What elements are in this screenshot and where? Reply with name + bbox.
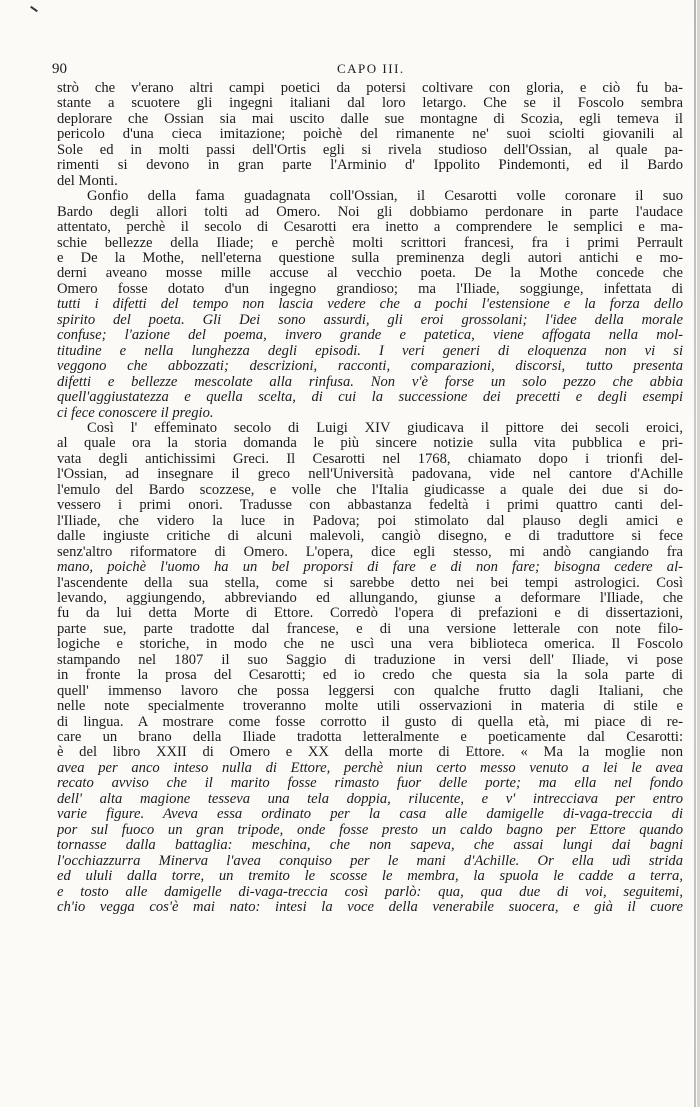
text-line: al quale ora la storia domanda le più sincere notizie sulla vita pubblica e pri- [57, 436, 683, 452]
text-line: l'Ossian, ad insegnare il greco nell'Università padovana, vide nel cantore d'Achille [57, 467, 683, 483]
text-line: dell' alta magione tesseva una tela doppia, rilucente, e v' intrecciava per entro [57, 791, 683, 807]
text-line: quell' immenso lavoro che possa leggersi con qualche frutto dagli Italiani, che [57, 683, 683, 699]
text-line: recato avviso che il marito fosse rimasto fuor delle porte; ma ella nel fondo [57, 776, 683, 792]
page-edge-shadow [694, 0, 696, 1107]
text-line: di lingua. A mostrare come fosse corrotto il gusto di quella età, mi piace di re- [57, 714, 683, 730]
text-line: ed ululi dalla torre, un tremito le scosse le membra, la spuola le cadde a terra, [57, 869, 683, 885]
text-line: e De la Mothe, nell'eterna questione sulla preminenza degli autori antichi e mo- [57, 250, 683, 266]
text-line: care un brano della Iliade tradotta letteralmente e poeticamente dal Cesarotti: [57, 730, 683, 746]
text-line: Sole ed in molti passi dell'Ortis egli si rivela studioso dell'Ossian, al quale pa- [57, 142, 683, 158]
text-line: rimenti si devono in gran parte l'Arminio d' Ippolito Pindemonti, ed il Bardo [57, 158, 683, 174]
text-line: Gonfio della fama guadagnata coll'Ossian, il Cesarotti volle coronare il suo [87, 189, 683, 205]
text-line: Così l' effeminato secolo di Luigi XIV giudicava il pittore dei secoli eroici, [87, 420, 683, 436]
text-line: nelle note specialmente troveranno molte utili osservazioni in materia di stile e [57, 699, 683, 715]
body-text [57, 81, 683, 915]
text-line: stante a scuotere gli ingegni italiani dal loro letargo. Che se il Foscolo sembra [57, 96, 683, 112]
text-line: por sul fuoco un gran tripode, onde fosse presto un caldo bagno per Ettore quando [57, 822, 683, 838]
text-line: deplorare che Ossian sia mai uscito dalle sue montagne di Scozia, egli temeva il [57, 111, 683, 127]
text-line: l'emulo del Bardo scozzese, e volle che l'Italia giudicasse a quale dei due si do- [57, 482, 683, 498]
text-line: l'occhiazzurra Minerva l'avea conquiso per le mani d'Achille. Or ella udì strida [57, 853, 683, 869]
text-line: vata degli antichissimi Greci. Il Cesarotti nel 1768, chiamato dopo i trionfi del- [57, 451, 683, 467]
text-line: Bardo degli allori tolti ad Omero. Noi gli dobbiamo perdonare in parte l'audace [57, 204, 683, 220]
page-number: 90 [52, 61, 67, 77]
text-line: in fronte la prosa del Cesarotti; ed io credo che questa sia la sola parte di [57, 668, 683, 684]
text-line: spirito del poeta. Gli Dei sono assurdi, gli eroi grossolani; l'idee della morale [57, 312, 683, 328]
text-line: derni aveano mosse mille accuse al vecchio poeta. De la Mothe concede che [57, 266, 683, 282]
running-title: CAPO III. [337, 61, 405, 76]
text-line: dalle ingiuste critiche di alcuni malevoli, cangiò disegno, e di traduttore si fece [57, 529, 683, 545]
text-line: fu da lui detta Morte di Ettore. Corredò l'opera di prefazioni e di dissertazioni, [57, 606, 683, 622]
text-line: difetti e bellezze mescolate alla rinfusa. Non v'è forse un solo pezzo che abbia [57, 374, 683, 390]
text-line: è del libro XXII di Omero e XX della morte di Ettore. « Ma la moglie non [57, 745, 683, 761]
page-header [52, 61, 682, 81]
text-line: e tosto alle damigelle di-vaga-treccia così parlò: qua, qua due di voi, seguitemi, [57, 884, 683, 900]
text-line: mano, poichè l'uomo ha un bel proporsi di fare e di non fare; bisogna cedere al- [57, 560, 683, 576]
text-line: strò che v'erano altri campi poetici da potersi coltivare con gloria, e ciò fu ba- [57, 81, 683, 96]
text-line: l'Iliade, che videro la luce in Padova; poi stimolato dal plauso degli amici e [57, 513, 683, 529]
text-line: varie figure. Aveva essa ordinato per la casa alle damigelle di-vaga-treccia di [57, 807, 683, 823]
text-line: senz'altro riformatore di Omero. L'opera, dice egli stesso, mi andò cangiando fra [57, 544, 683, 560]
text-line: titudine e nella lunghezza degli episodi. I veri generi di eloquenza non vi si [57, 343, 683, 359]
text-line: levando, aggiungendo, abbreviando ed allungando, giunse a deformare l'Iliade, che [57, 590, 683, 606]
text-line: stampando nel 1807 il suo Saggio di traduzione in versi dell' Iliade, vi pose [57, 652, 683, 668]
text-line: attentato, perchè il secolo di Cesarotti era inetto a comprendere le semplici e ma- [57, 220, 683, 236]
text-line: del Monti. [57, 173, 118, 189]
text-line: logiche e storiche, in modo che ne uscì una vera biblioteca omerica. Il Foscolo [57, 637, 683, 653]
text-line: parte sue, parte tradotte dal francese, e di una versione letterale con note filo- [57, 621, 683, 637]
text-line: schie bellezze della Iliade; e perchè molti scrittori francesi, fra i primi Perrault [57, 235, 683, 251]
text-line: l'ascendente della sua stella, come si sarebbe detto nei bei tempi astrologici. Così [57, 575, 683, 591]
text-line: confuse; l'azione del poema, invero grande e patetica, viene affogata nella mol- [57, 328, 683, 344]
text-line: quell'aggiustatezza e quella scelta, di cui la successione dei precetti e degli esempi [57, 390, 683, 406]
text-line: avea per anco inteso nulla di Ettore, perchè niun certo messo venuto a lei le avea [57, 760, 683, 776]
text-line: ch'io vegga cos'è mai nato: intesi la voce della venerabile suocera, e già il cuore [57, 900, 683, 916]
text-line: ci fece conoscere il pregio. [57, 405, 214, 421]
text-line: tutti i difetti del tempo non lascia vedere che a pochi l'estensione e la forza dello [57, 297, 683, 313]
text-line: veggono che abbozzati; descrizioni, racconti, comparazioni, discorsi, tutto presenta [57, 359, 683, 375]
corner-mark [30, 6, 38, 12]
text-line: vessero i primi onori. Tradusse con abbastanza fedeltà i primi quattro canti del- [57, 498, 683, 514]
text-line: pericolo d'una cieca imitazione; poichè del rimanente ne' suoi sciolti giovanili al [57, 127, 683, 143]
text-line: Omero fosse dotato d'un ingegno grandioso; ma l'Iliade, soggiunge, infettata di [57, 281, 683, 297]
text-line: tornasse dalla battaglia: meschina, che non sapeva, che assai lungi dai bagni [57, 838, 683, 854]
